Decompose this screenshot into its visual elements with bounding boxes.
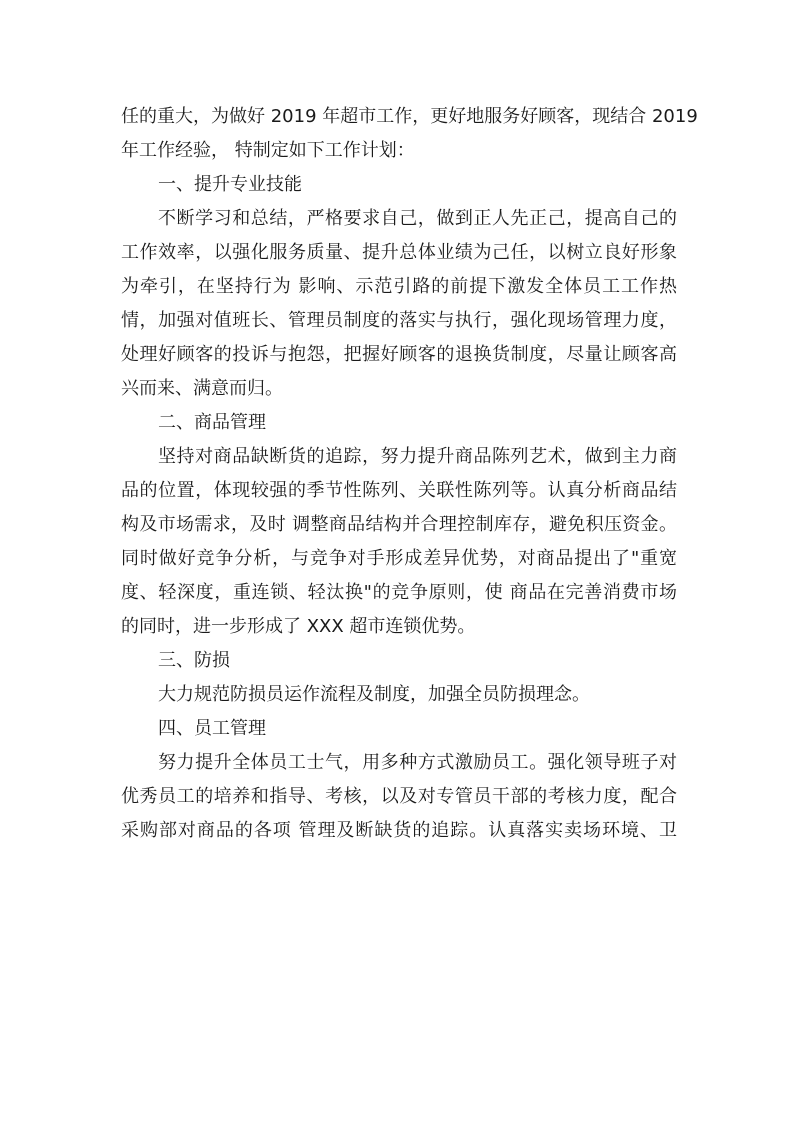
text-line: 度、轻深度，重连锁、轻汰换"的竞争原则，使 商品在完善消费市场 bbox=[121, 582, 677, 603]
text-line: 为牵引，在坚持行为 影响、示范引路的前提下激发全体员工工作热 bbox=[121, 276, 677, 297]
document-body bbox=[121, 100, 698, 848]
text-line: 同时做好竞争分析，与竞争对手形成差异优势，对商品提出了"重宽 bbox=[121, 548, 677, 569]
text-line: 兴而来、满意而归。 bbox=[121, 378, 283, 399]
text-line: 大力规范防损员运作流程及制度，加强全员防损理念。 bbox=[158, 684, 590, 705]
text-line: 四、员工管理 bbox=[158, 718, 266, 739]
text-line: 优秀员工的培养和指导、考核，以及对专管员干部的考核力度，配合 bbox=[121, 786, 677, 807]
text-line: 的同时，进一步形成了 XXX 超市连锁优势。 bbox=[121, 616, 476, 637]
text-line: 构及市场需求，及时 调整商品结构并合理控制库存，避免积压资金。 bbox=[121, 514, 677, 535]
text-line: 不断学习和总结，严格要求自己，做到正人先正己，提高自己的 bbox=[158, 208, 677, 229]
text-line: 工作效率，以强化服务质量、提升总体业绩为己任，以树立良好形象 bbox=[121, 242, 677, 263]
text-line: 努力提升全体员工士气，用多种方式激励员工。强化领导班子对 bbox=[158, 752, 677, 773]
text-line: 一、提升专业技能 bbox=[158, 174, 302, 195]
text-line: 三、防损 bbox=[158, 650, 230, 671]
text-line: 二、商品管理 bbox=[158, 412, 266, 433]
text-line: 年工作经验， 特制定如下工作计划： bbox=[121, 140, 415, 161]
text-line: 坚持对商品缺断货的追踪，努力提升商品陈列艺术，做到主力商 bbox=[158, 446, 677, 467]
text-line: 任的重大，为做好 2019 年超市工作，更好地服务好顾客，现结合 2019 bbox=[121, 106, 698, 127]
text-line: 品的位置，体现较强的季节性陈列、关联性陈列等。认真分析商品结 bbox=[121, 480, 677, 501]
text-line: 情，加强对值班长、管理员制度的落实与执行，强化现场管理力度， bbox=[121, 310, 677, 331]
text-line: 采购部对商品的各项 管理及断缺货的追踪。认真落实卖场环境、卫 bbox=[121, 820, 677, 841]
text-line: 处理好顾客的投诉与抱怨，把握好顾客的退换货制度，尽量让顾客高 bbox=[121, 344, 677, 365]
